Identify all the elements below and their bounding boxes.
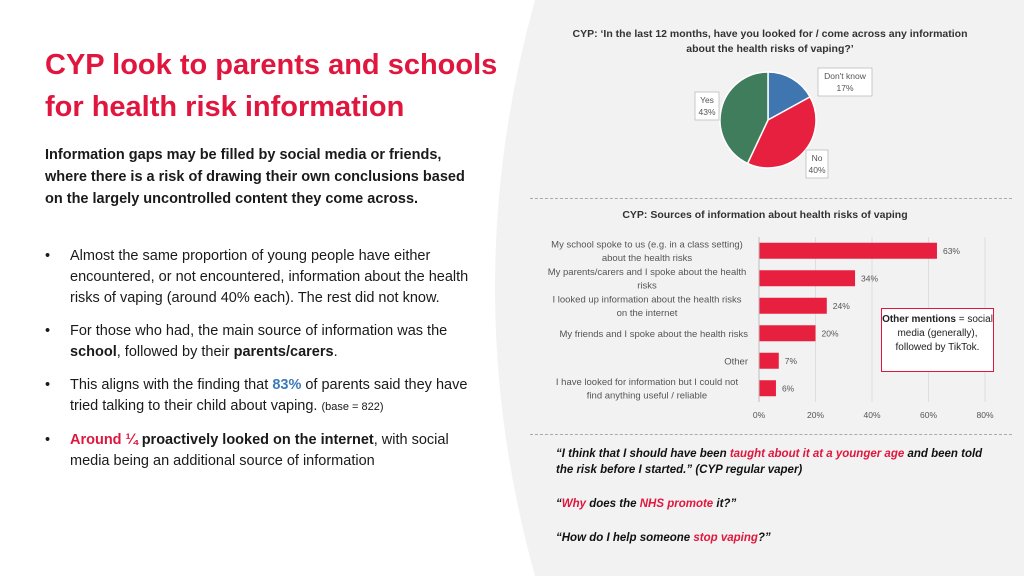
page-subtitle: Information gaps may be filled by social media or friends, where there is a risk of drawing their own conclusions based on the largely uncontrolled content they come across. xyxy=(45,147,465,207)
other-mentions-text: = social media (generally), followed by TikTok. xyxy=(895,314,993,353)
bullet-2-end: . xyxy=(333,344,338,360)
bullet-2-pre: For those who had, the main source of information was the xyxy=(70,323,448,339)
bullet-4: • Around ¼ proactively looked on the internet, with social media being an additional source of information xyxy=(45,432,449,469)
bullet-1-text: Almost the same proportion of young people have either encountered, or not encountered, information about the health risks of vaping (around 40% each). The rest did not know. xyxy=(70,248,469,306)
pie-label-yes: Yes xyxy=(700,95,714,105)
bar-value-label-3: 24% xyxy=(832,300,850,311)
divider-bottom xyxy=(530,434,1012,435)
bar-value-label-2: 34% xyxy=(861,273,879,284)
pie-value-no: 40% xyxy=(808,165,826,175)
bar-value-label-1: 63% xyxy=(942,245,960,256)
quote-2-highlight-1: Why xyxy=(561,498,587,510)
category-label-6-line-2: find anything useful / reliable xyxy=(586,390,708,402)
category-label-2-line-2: risks xyxy=(637,280,657,292)
pie-chart-title: CYP: ‘In the last 12 months, have you looked for / come across any information about the health risks of vaping?’ xyxy=(572,28,968,55)
quote-3 xyxy=(556,530,996,546)
quote-3-highlight: stop vaping xyxy=(693,532,758,544)
bar-2 xyxy=(759,270,855,286)
category-label-1-line-1: My school spoke to us (e.g. in a class setting) xyxy=(551,239,743,251)
quotes-block xyxy=(556,446,996,564)
bar-value-label-5: 7% xyxy=(784,355,798,366)
bar-3 xyxy=(759,298,827,314)
pie-label-don-t-know: Don't know xyxy=(824,71,866,81)
quote-3-part-b: ?” xyxy=(757,532,771,544)
x-tick-label-60: 60% xyxy=(919,410,938,420)
bullet-2: • For those who had, the main source of information was the school, followed by their parents/carers. xyxy=(45,323,448,360)
bullet-4-rest: , with social media being an additional source of information xyxy=(70,432,449,469)
bullet-2-mid: , followed by their xyxy=(116,344,234,360)
other-mentions-bold: Other mentions xyxy=(882,314,956,325)
bullet-3-post: of parents said they have tried talking to their child about vaping. xyxy=(70,377,468,414)
x-tick-label-80: 80% xyxy=(976,410,994,420)
page-title: CYP look to parents and schools for health risk information xyxy=(45,49,498,123)
bar-5 xyxy=(759,353,779,369)
pie-value-don-t-know: 17% xyxy=(836,83,854,93)
pie-label-no: No xyxy=(811,153,823,163)
other-mentions-box xyxy=(881,308,994,372)
category-label-4-line-1: My friends and I spoke about the health risks xyxy=(559,328,748,340)
quote-1-part-a: “I think that I should have been xyxy=(556,448,730,460)
quote-2-part-c: it?” xyxy=(713,498,737,510)
bar-chart-title: CYP: Sources of information about health risks of vaping xyxy=(622,209,908,221)
quote-1 xyxy=(556,446,996,478)
category-label-3-line-2: on the internet xyxy=(616,308,678,319)
bullet-3-pct: 83% xyxy=(272,377,302,393)
bullet-4-around: Around ¼ xyxy=(70,432,138,448)
x-tick-label-40: 40% xyxy=(863,410,881,420)
quote-2 xyxy=(556,496,996,512)
quote-2-part-a: “ xyxy=(556,498,562,510)
bar-1 xyxy=(759,243,937,259)
bullet-3-base: (base = 822) xyxy=(321,401,384,413)
quote-2-highlight-2: NHS promote xyxy=(639,498,714,510)
bullet-3-pre: This aligns with the finding that xyxy=(70,377,273,393)
bar-value-label-6: 6% xyxy=(781,383,795,394)
bullet-1: • Almost the same proportion of young people have either encountered, or not encountered, information about the health risks of vaping (around 40% each). The rest did not know. xyxy=(45,248,469,306)
quote-1-part-b: and been told the risk before I started.” (CYP regular vaper) xyxy=(556,448,983,476)
bullet-2-school: school xyxy=(70,344,117,360)
bar-6 xyxy=(759,380,776,396)
bullet-3: • This aligns with the finding that 83% of parents said they have tried talking to their child about vaping. (base = 822) xyxy=(45,377,468,414)
quote-2-part-b: does the xyxy=(586,498,640,510)
category-label-5-line-1: Other xyxy=(724,356,748,368)
quote-3-part-a: “How do I help someone xyxy=(556,532,694,544)
category-label-1-line-2: about the health risks xyxy=(601,253,693,264)
quote-1-highlight: taught about it at a younger age xyxy=(729,448,905,460)
pie-value-yes: 43% xyxy=(698,107,716,117)
x-tick-label-20: 20% xyxy=(806,410,825,420)
category-label-3-line-1: I looked up information about the health risks xyxy=(552,294,742,306)
bar-value-label-4: 20% xyxy=(821,328,839,339)
category-label-6-line-1: I have looked for information but I could not xyxy=(555,377,739,388)
x-tick-label-0: 0% xyxy=(752,410,766,420)
bullet-2-parents: parents/carers xyxy=(233,344,334,360)
bar-4 xyxy=(759,325,816,341)
category-label-2-line-1: My parents/carers and I spoke about the health xyxy=(547,267,747,278)
bullet-4-bold: proactively looked on the internet xyxy=(137,432,374,448)
